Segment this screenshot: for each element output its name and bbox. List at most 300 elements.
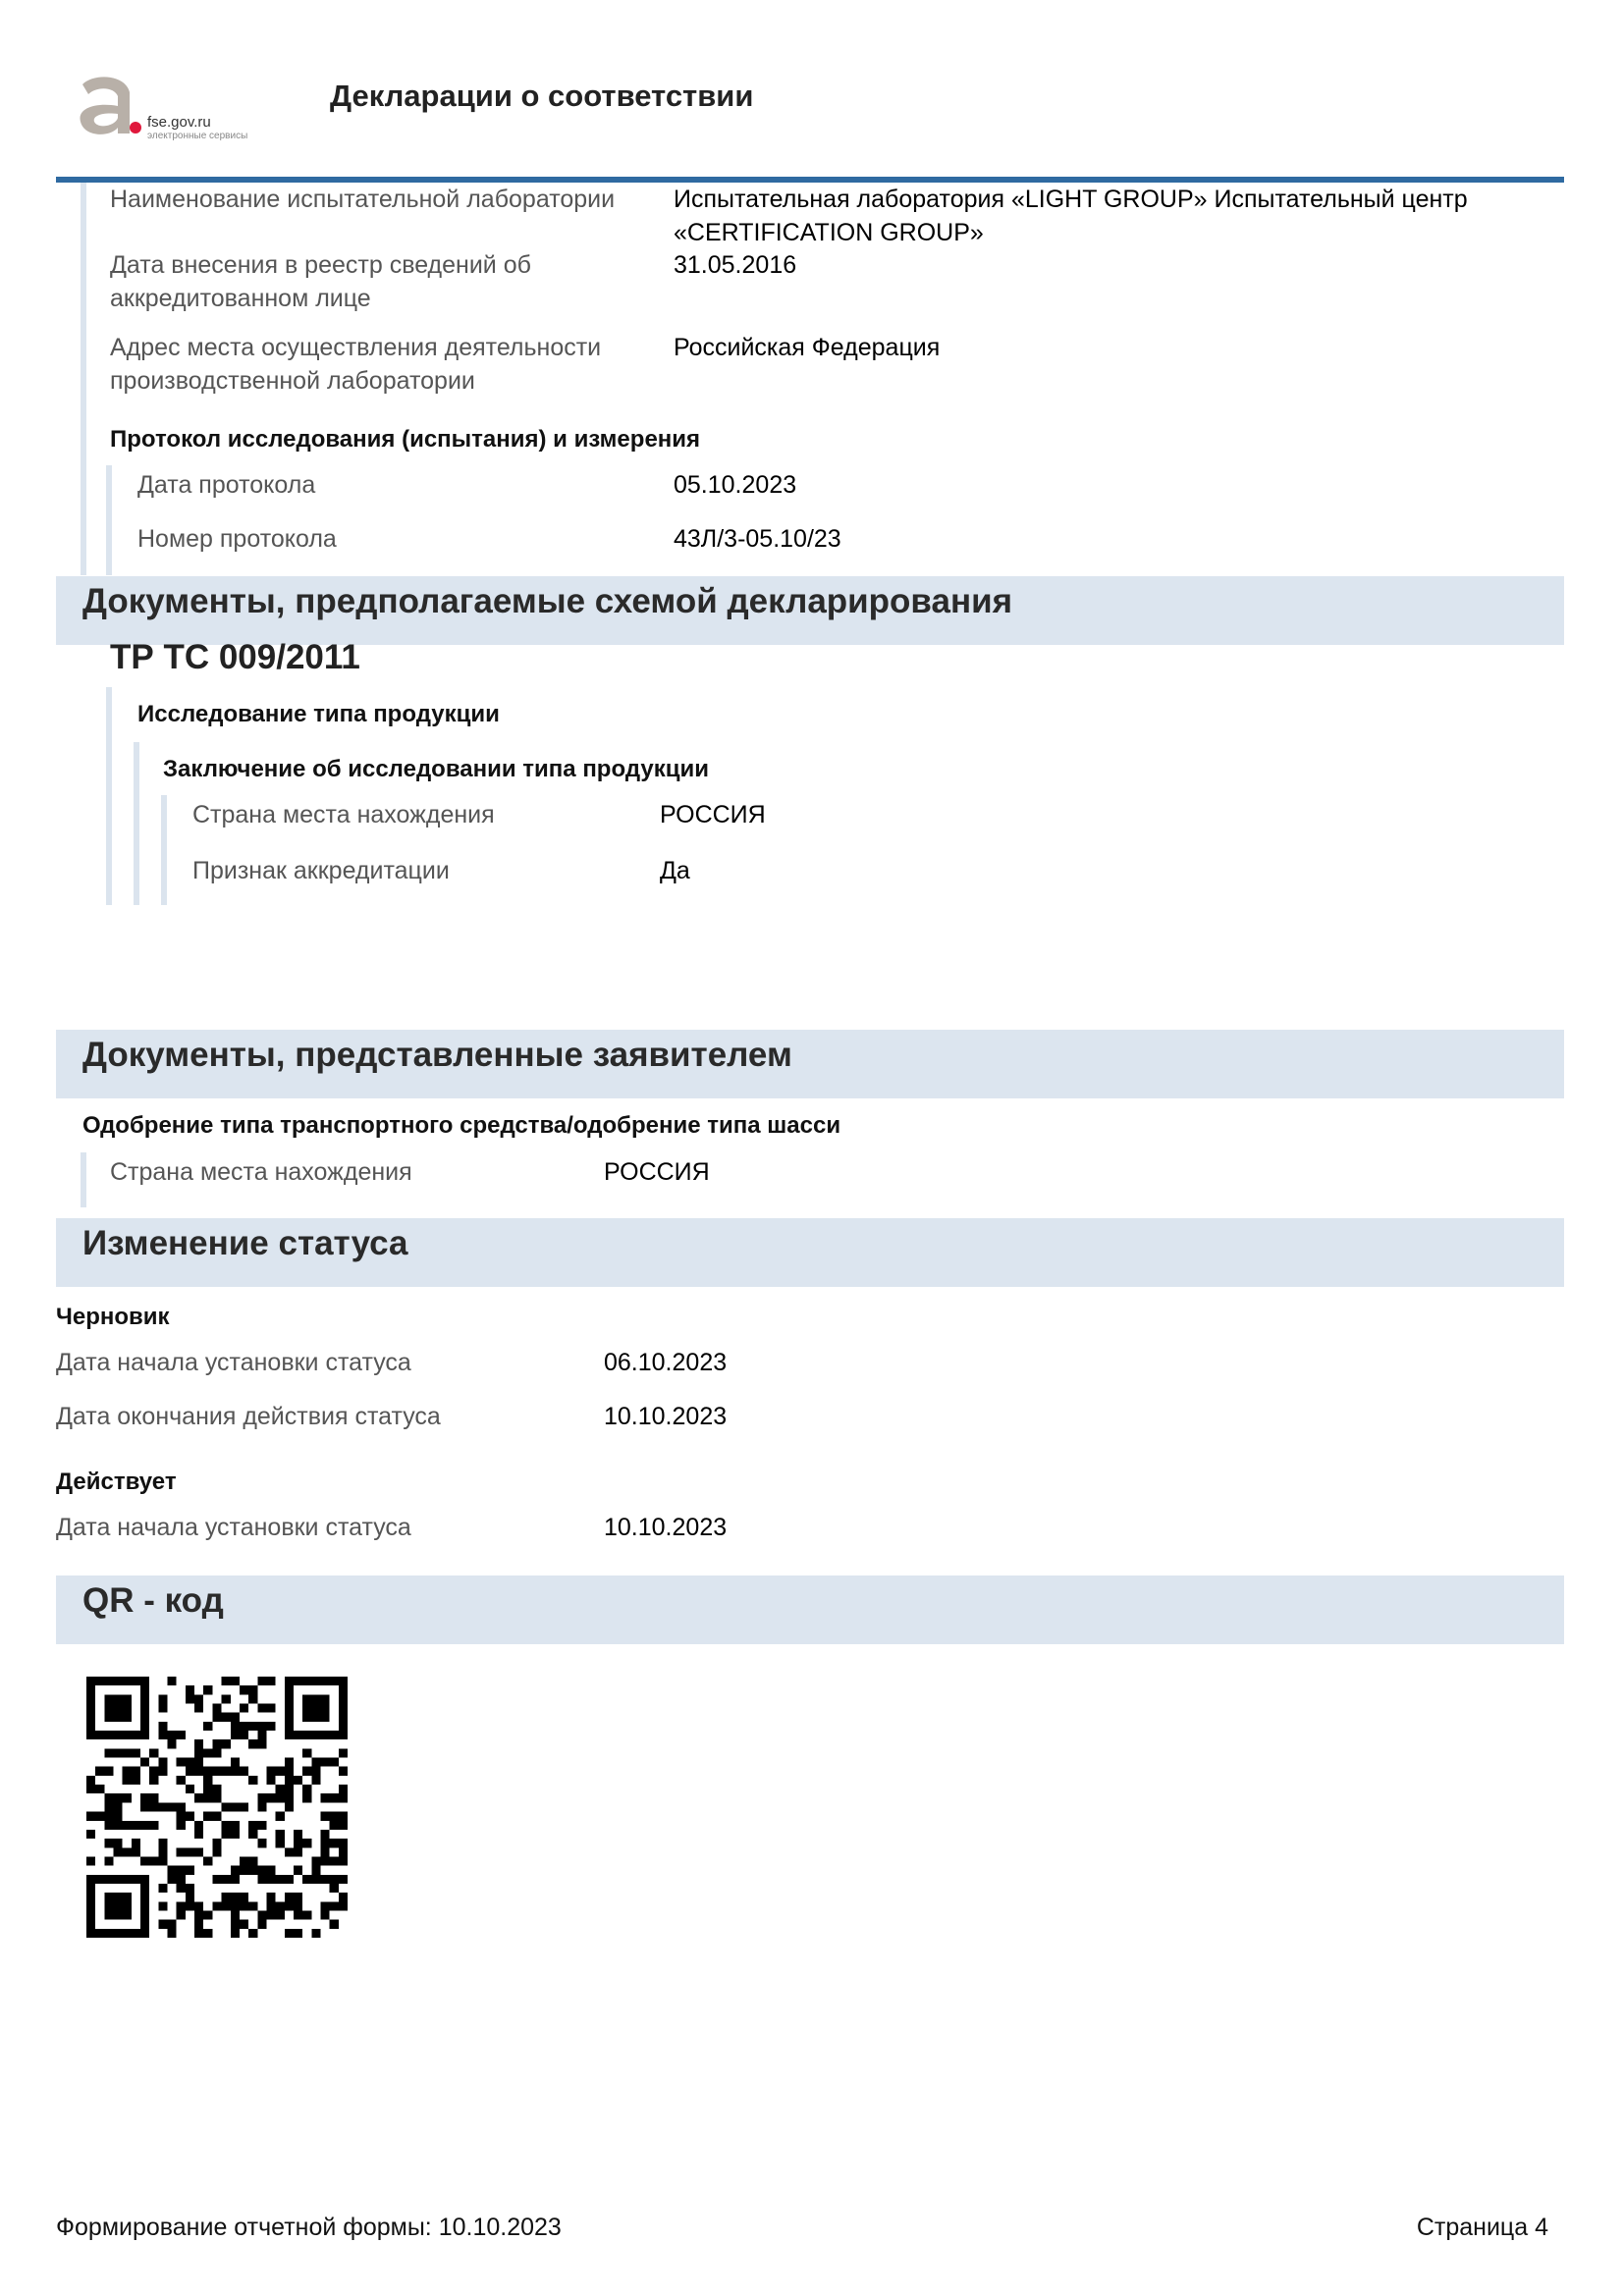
qr-module	[212, 1793, 221, 1802]
qr-module	[203, 1793, 212, 1802]
qr-module	[302, 1694, 330, 1722]
qr-module	[186, 1694, 194, 1703]
active-start-value: 10.10.2023	[604, 1514, 728, 1541]
qr-module	[320, 1847, 329, 1856]
qr-module	[266, 1776, 275, 1785]
qr-module	[86, 1776, 95, 1785]
qr-module	[231, 1830, 240, 1839]
qr-module	[339, 1875, 348, 1884]
qr-module	[231, 1758, 240, 1767]
qr-module	[257, 1677, 266, 1685]
qr-module	[186, 1884, 194, 1893]
qr-module	[330, 1839, 339, 1847]
qr-module	[231, 1767, 240, 1776]
qr-module	[276, 1767, 285, 1776]
footer-generated: Формирование отчетной формы: 10.10.2023	[56, 2214, 562, 2241]
qr-module	[168, 1875, 177, 1884]
qr-module	[177, 1776, 186, 1785]
qr-module	[140, 1821, 149, 1830]
draft-start-label: Дата начала установки статуса	[56, 1349, 411, 1376]
qr-module	[231, 1901, 240, 1910]
qr-module	[285, 1893, 294, 1901]
qr-module	[123, 1776, 132, 1785]
applicant-docs-band	[56, 1030, 1564, 1098]
qr-module	[104, 1821, 113, 1830]
qr-module	[212, 1812, 221, 1821]
qr-module	[114, 1748, 123, 1757]
qr-module	[194, 1901, 203, 1910]
qr-module	[294, 1847, 302, 1856]
qr-module	[203, 1767, 212, 1776]
qr-module	[285, 1802, 294, 1811]
qr-module	[114, 1839, 123, 1847]
qr-module	[140, 1793, 149, 1802]
qr-module	[248, 1830, 257, 1839]
qr-module	[186, 1901, 194, 1910]
qr-module	[248, 1856, 257, 1865]
qr-module	[257, 1910, 266, 1919]
qr-module	[285, 1767, 294, 1776]
qr-module	[194, 1704, 203, 1713]
applicant-country-label: Страна места нахождения	[110, 1158, 412, 1186]
qr-module	[114, 1812, 123, 1821]
qr-module	[194, 1830, 203, 1839]
qr-module	[203, 1910, 212, 1919]
qr-module	[311, 1866, 320, 1875]
lab-name-label: Наименование испытательной лаборатории	[110, 186, 616, 213]
qr-module	[276, 1839, 285, 1847]
qr-module	[158, 1767, 167, 1776]
qr-module	[212, 1704, 221, 1713]
qr-module	[194, 1767, 203, 1776]
accreditation-label: Признак аккредитации	[192, 857, 450, 884]
qr-module	[257, 1704, 266, 1713]
qr-module	[311, 1776, 320, 1785]
qr-module	[194, 1739, 203, 1748]
qr-module	[285, 1758, 294, 1767]
qr-module	[320, 1901, 329, 1910]
qr-module	[212, 1713, 221, 1722]
qr-module	[222, 1713, 231, 1722]
qr-module	[257, 1920, 266, 1929]
qr-module	[240, 1767, 248, 1776]
qr-module	[114, 1821, 123, 1830]
qr-module	[320, 1875, 329, 1884]
qr-module	[158, 1901, 167, 1910]
qr-module	[186, 1767, 194, 1776]
protocol-number-value: 43Л/3-05.10/23	[674, 525, 841, 553]
qr-module	[123, 1821, 132, 1830]
qr-module	[194, 1847, 203, 1856]
qr-module	[123, 1847, 132, 1856]
qr-module	[177, 1847, 186, 1856]
scheme-docs-band	[56, 576, 1564, 645]
qr-module	[212, 1839, 221, 1847]
qr-module	[186, 1685, 194, 1694]
qr-module	[311, 1929, 320, 1938]
qr-module	[276, 1901, 285, 1910]
qr-module	[302, 1910, 311, 1919]
qr-module	[240, 1866, 248, 1875]
logo-subtext: электронные сервисы	[147, 131, 248, 141]
qr-module	[158, 1704, 167, 1713]
qr-module	[95, 1785, 104, 1793]
qr-module	[231, 1722, 240, 1731]
qr-module	[194, 1793, 203, 1802]
qr-module	[231, 1910, 240, 1919]
conclusion-heading: Заключение об исследовании типа продукции	[163, 756, 709, 782]
qr-module	[276, 1793, 285, 1802]
qr-module	[339, 1748, 348, 1757]
qr-module	[285, 1793, 294, 1802]
qr-module	[104, 1767, 113, 1776]
qr-module	[240, 1856, 248, 1865]
qr-module	[320, 1910, 329, 1919]
qr-module	[294, 1893, 302, 1901]
qr-module	[330, 1793, 339, 1802]
address-value: Российская Федерация	[674, 334, 941, 361]
qr-module	[330, 1901, 339, 1910]
qr-module	[240, 1704, 248, 1713]
qr-module	[240, 1722, 248, 1731]
qr-module	[248, 1694, 257, 1703]
qr-module	[302, 1875, 311, 1884]
qr-module	[248, 1866, 257, 1875]
qr-module	[149, 1767, 158, 1776]
qr-module	[123, 1793, 132, 1802]
study-bar	[106, 687, 112, 905]
qr-module	[104, 1793, 113, 1802]
qr-module	[177, 1901, 186, 1910]
address-label-line1: Адрес места осуществления деятельности	[110, 334, 602, 361]
qr-module	[330, 1875, 339, 1884]
qr-module	[320, 1856, 329, 1865]
qr-module	[222, 1821, 231, 1830]
draft-start-value: 06.10.2023	[604, 1349, 728, 1376]
qr-module	[168, 1677, 177, 1685]
qr-module	[320, 1758, 329, 1767]
qr-module	[222, 1694, 231, 1703]
qr-module	[158, 1758, 167, 1767]
approval-heading: Одобрение типа транспортного средства/одобрение типа шасси	[82, 1112, 841, 1139]
qr-module	[294, 1910, 302, 1919]
qr-module	[168, 1866, 177, 1875]
qr-module	[203, 1748, 212, 1757]
qr-module	[248, 1929, 257, 1938]
qr-module	[203, 1722, 212, 1731]
qr-module	[194, 1910, 203, 1919]
qr-module	[194, 1758, 203, 1767]
qr-module	[276, 1785, 285, 1793]
qr-module	[168, 1739, 177, 1748]
qr-module	[302, 1785, 311, 1793]
qr-module	[320, 1830, 329, 1839]
qr-module	[231, 1875, 240, 1884]
qr-module	[222, 1901, 231, 1910]
qr-module	[186, 1847, 194, 1856]
page-title: Декларации о соответствии	[330, 79, 754, 113]
qr-module	[212, 1767, 221, 1776]
qr-module	[158, 1731, 167, 1739]
qr-module	[168, 1929, 177, 1938]
qr-module	[104, 1802, 113, 1811]
qr-module	[168, 1731, 177, 1739]
qr-module	[186, 1785, 194, 1793]
lab-name-value-line1: Испытательная лаборатория «LIGHT GROUP» Испытательный центр	[674, 186, 1468, 213]
qr-module	[285, 1875, 294, 1884]
qr-module	[186, 1812, 194, 1821]
qr-module	[302, 1748, 311, 1757]
qr-module	[276, 1910, 285, 1919]
qr-module	[320, 1793, 329, 1802]
qr-module	[149, 1802, 158, 1811]
applicant-country-value: РОССИЯ	[604, 1158, 710, 1186]
qr-module	[231, 1821, 240, 1830]
qr-module	[240, 1685, 248, 1694]
qr-module	[231, 1713, 240, 1722]
conclusion-bar	[134, 742, 139, 905]
qr-module	[168, 1802, 177, 1811]
qr-module	[339, 1812, 348, 1821]
qr-module	[285, 1929, 294, 1938]
qr-module	[222, 1767, 231, 1776]
qr-module	[257, 1875, 266, 1884]
protocol-number-label: Номер протокола	[137, 525, 337, 553]
qr-module	[95, 1812, 104, 1821]
qr-module	[212, 1785, 221, 1793]
qr-module	[86, 1856, 95, 1865]
logo-text: fse.gov.ru	[147, 114, 211, 131]
draft-end-label: Дата окончания действия статуса	[56, 1403, 441, 1430]
qr-module	[248, 1901, 257, 1910]
draft-end-value: 10.10.2023	[604, 1403, 728, 1430]
active-heading: Действует	[56, 1468, 177, 1495]
qr-module	[132, 1847, 140, 1856]
qr-module	[158, 1839, 167, 1847]
qr-module	[194, 1821, 203, 1830]
qr-module	[158, 1802, 167, 1811]
qr-module	[194, 1748, 203, 1757]
qr-module	[186, 1758, 194, 1767]
protocol-bar	[106, 465, 112, 575]
qr-module	[231, 1893, 240, 1901]
applicant-docs-title: Документы, представленные заявителем	[82, 1036, 792, 1074]
qr-module	[257, 1731, 266, 1739]
qr-module	[203, 1929, 212, 1938]
qr-module	[248, 1685, 257, 1694]
qr-module	[104, 1893, 132, 1920]
qr-module	[86, 1830, 95, 1839]
qr-module	[257, 1802, 266, 1811]
qr-module	[123, 1748, 132, 1757]
qr-module	[240, 1901, 248, 1910]
accreditation-value: Да	[660, 857, 690, 884]
qr-module	[212, 1901, 221, 1910]
qr-module	[231, 1802, 240, 1811]
conclusion-inner-bar	[161, 795, 167, 905]
active-start-label: Дата начала установки статуса	[56, 1514, 411, 1541]
qr-module	[104, 1839, 113, 1847]
qr-module	[276, 1812, 285, 1821]
qr-module	[194, 1920, 203, 1929]
qr-module	[104, 1856, 113, 1865]
qr-module	[132, 1748, 140, 1757]
qr-module	[276, 1830, 285, 1839]
scheme-country-label: Страна места нахождения	[192, 801, 495, 828]
qr-module	[248, 1722, 257, 1731]
qr-title: QR - код	[82, 1581, 224, 1620]
qr-module	[240, 1893, 248, 1901]
footer-page-number: Страница 4	[1416, 2214, 1548, 2241]
qr-module	[158, 1884, 167, 1893]
qr-module	[339, 1856, 348, 1865]
qr-module	[339, 1821, 348, 1830]
qr-module	[132, 1839, 140, 1847]
qr-module	[158, 1920, 167, 1929]
qr-module	[158, 1694, 167, 1703]
qr-module	[177, 1731, 186, 1739]
qr-module	[257, 1839, 266, 1847]
qr-module	[158, 1856, 167, 1865]
qr-module	[302, 1767, 311, 1776]
qr-module	[222, 1893, 231, 1901]
approval-bar	[81, 1152, 86, 1207]
protocol-heading: Протокол исследования (испытания) и измерения	[110, 426, 701, 453]
qr-module	[177, 1910, 186, 1919]
qr-module	[330, 1812, 339, 1821]
qr-module	[104, 1694, 132, 1722]
qr-module	[240, 1920, 248, 1929]
qr-module	[231, 1866, 240, 1875]
qr-module	[339, 1901, 348, 1910]
qr-module	[149, 1748, 158, 1757]
logo-a-icon	[80, 77, 130, 133]
qr-module	[177, 1812, 186, 1821]
qr-module	[294, 1866, 302, 1875]
qr-module	[140, 1802, 149, 1811]
qr-module	[285, 1785, 294, 1793]
qr-module	[86, 1785, 95, 1793]
qr-module	[320, 1812, 329, 1821]
qr-module	[339, 1839, 348, 1847]
qr-module	[132, 1776, 140, 1785]
qr-module	[231, 1920, 240, 1929]
reg-date-label-line1: Дата внесения в реестр сведений об	[110, 251, 531, 279]
qr-module	[104, 1748, 113, 1757]
qr-module	[311, 1856, 320, 1865]
qr-module	[294, 1776, 302, 1785]
qr-module	[222, 1830, 231, 1839]
qr-module	[158, 1847, 167, 1856]
qr-module	[330, 1920, 339, 1929]
qr-module	[294, 1839, 302, 1847]
qr-module	[294, 1830, 302, 1839]
qr-module	[339, 1847, 348, 1856]
qr-module	[266, 1901, 275, 1910]
qr-module	[194, 1929, 203, 1938]
qr-module	[140, 1856, 149, 1865]
qr-module	[114, 1793, 123, 1802]
qr-module	[222, 1802, 231, 1811]
qr-module	[257, 1722, 266, 1731]
qr-module	[257, 1866, 266, 1875]
qr-module	[257, 1793, 266, 1802]
study-heading: Исследование типа продукции	[137, 701, 500, 727]
qr-module	[203, 1812, 212, 1821]
qr-module	[320, 1839, 329, 1847]
qr-module	[177, 1866, 186, 1875]
qr-module	[212, 1847, 221, 1856]
qr-module	[339, 1767, 348, 1776]
qr-module	[212, 1748, 221, 1757]
status-change-title: Изменение статуса	[82, 1224, 408, 1262]
qr-module	[186, 1866, 194, 1875]
qr-module	[114, 1802, 123, 1811]
qr-module	[203, 1785, 212, 1793]
protocol-date-value: 05.10.2023	[674, 471, 797, 499]
qr-module	[132, 1767, 140, 1776]
lab-name-value-line2: «CERTIFICATION GROUP»	[674, 219, 984, 246]
reg-date-value: 31.05.2016	[674, 251, 797, 279]
qr-module	[114, 1847, 123, 1856]
qr-module	[285, 1847, 294, 1856]
qr-module	[266, 1893, 275, 1901]
qr-module	[177, 1884, 186, 1893]
qr-module	[222, 1875, 231, 1884]
qr-module	[330, 1884, 339, 1893]
scheme-docs-title: Документы, предполагаемые схемой декларирования	[82, 582, 1013, 620]
qr-module	[149, 1821, 158, 1830]
draft-heading: Черновик	[56, 1304, 170, 1330]
qr-module	[231, 1731, 240, 1739]
qr-code	[86, 1677, 348, 1938]
qr-module	[257, 1821, 266, 1830]
address-label-line2: производственной лаборатории	[110, 367, 475, 395]
qr-module	[266, 1677, 275, 1685]
reg-date-label-line2: аккредитованном лице	[110, 285, 371, 312]
qr-module	[86, 1812, 95, 1821]
qr-module	[177, 1802, 186, 1811]
qr-module	[248, 1821, 257, 1830]
qr-module	[149, 1793, 158, 1802]
qr-module	[266, 1875, 275, 1884]
qr-module	[311, 1758, 320, 1767]
qr-module	[311, 1875, 320, 1884]
qr-module	[177, 1875, 186, 1884]
qr-module	[330, 1821, 339, 1830]
section-bar	[81, 183, 86, 575]
qr-module	[266, 1866, 275, 1875]
qr-module	[149, 1776, 158, 1785]
qr-module	[140, 1758, 149, 1767]
qr-module	[266, 1767, 275, 1776]
qr-module	[222, 1739, 231, 1748]
qr-module	[123, 1767, 132, 1776]
qr-module	[302, 1793, 311, 1802]
qr-module	[222, 1677, 231, 1685]
qr-module	[149, 1856, 158, 1865]
qr-module	[266, 1722, 275, 1731]
qr-module	[158, 1722, 167, 1731]
qr-module	[257, 1739, 266, 1748]
scheme-country-value: РОССИЯ	[660, 801, 766, 828]
qr-module	[95, 1767, 104, 1776]
qr-module	[248, 1739, 257, 1748]
qr-module	[311, 1767, 320, 1776]
qr-module	[203, 1856, 212, 1865]
qr-module	[294, 1929, 302, 1938]
qr-module	[330, 1758, 339, 1767]
